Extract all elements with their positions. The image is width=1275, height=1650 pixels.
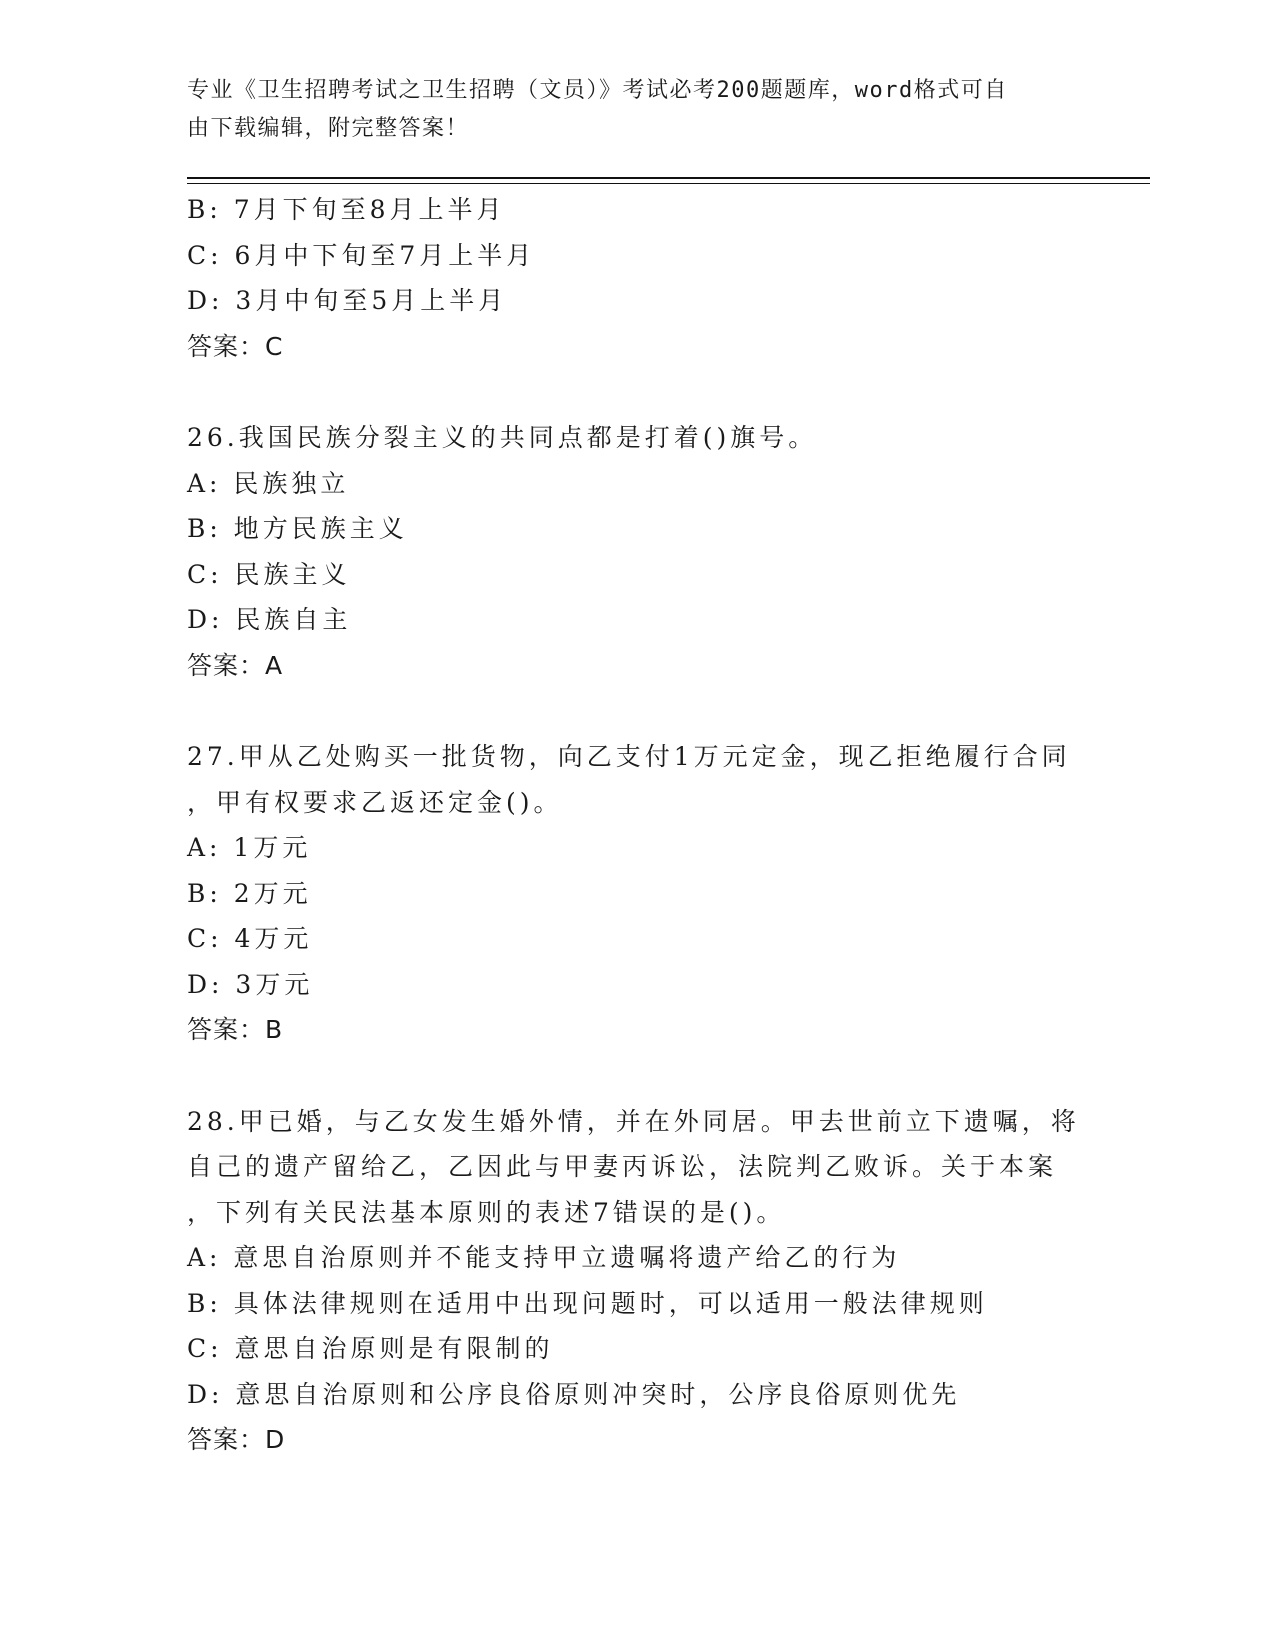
header-line-2: 由下载编辑，附完整答案！ [187, 116, 470, 141]
option-d: D: 3万元 [187, 969, 314, 999]
question-stem: 27.甲从乙处购买一批货物，向乙支付1万元定金，现乙拒绝履行合同 [187, 742, 1071, 771]
question-stem: 26.我国民族分裂主义的共同点都是打着()旗号。 [187, 423, 818, 452]
option-c: C: 民族主义 [187, 559, 351, 589]
option-d: D: 3月中旬至5月上半月 [187, 286, 508, 315]
answer-line: 答案：A [187, 650, 284, 680]
option-a: A: 意思自治原则并不能支持甲立遗嘱将遗产给乙的行为 [187, 1243, 901, 1272]
question-stem: ，下列有关民法基本原则的表述7错误的是()。 [187, 1197, 786, 1227]
header-line-1: 专业《卫生招聘考试之卫生招聘（文员）》考试必考200题题库，word格式可自 [187, 78, 1008, 103]
question-list [187, 187, 1087, 1463]
spacer [187, 1053, 1087, 1099]
option-d: D: 意思自治原则和公序良俗原则冲突时，公序良俗原则优先 [187, 1379, 961, 1409]
question-stem: 自己的遗产留给乙，乙因此与甲妻丙诉讼，法院判乙败诉。关于本案 [187, 1152, 1058, 1181]
option-b: B: 7月下旬至8月上半月 [187, 195, 506, 224]
option-d: D: 民族自主 [187, 605, 352, 634]
answer-line: 答案：C [187, 331, 284, 361]
option-c: C: 4万元 [187, 924, 313, 953]
option-a: A: 民族独立 [187, 468, 350, 498]
option-a: A: 1万元 [187, 833, 312, 862]
question-25-continued [187, 187, 1087, 369]
answer-line: 答案：B [187, 1015, 284, 1044]
question-stem: ，甲有权要求乙返还定金()。 [187, 787, 563, 817]
option-b: B: 具体法律规则在适用中出现问题时，可以适用一般法律规则 [187, 1288, 988, 1318]
question-28 [187, 1099, 1087, 1463]
spacer [187, 369, 1087, 415]
header-divider-thick [187, 177, 1150, 179]
header-divider-thin [187, 183, 1150, 184]
option-c: C: 意思自治原则是有限制的 [187, 1334, 554, 1363]
question-27 [187, 734, 1087, 1053]
question-26 [187, 415, 1087, 688]
option-b: B: 2万元 [187, 878, 312, 908]
spacer [187, 688, 1087, 734]
option-c: C: 6月中下旬至7月上半月 [187, 240, 536, 270]
document-header [187, 72, 1087, 148]
option-b: B: 地方民族主义 [187, 514, 408, 543]
question-stem: 28.甲已婚，与乙女发生婚外情，并在外同居。甲去世前立下遗嘱，将 [187, 1106, 1080, 1136]
answer-line: 答案：D [187, 1425, 286, 1454]
